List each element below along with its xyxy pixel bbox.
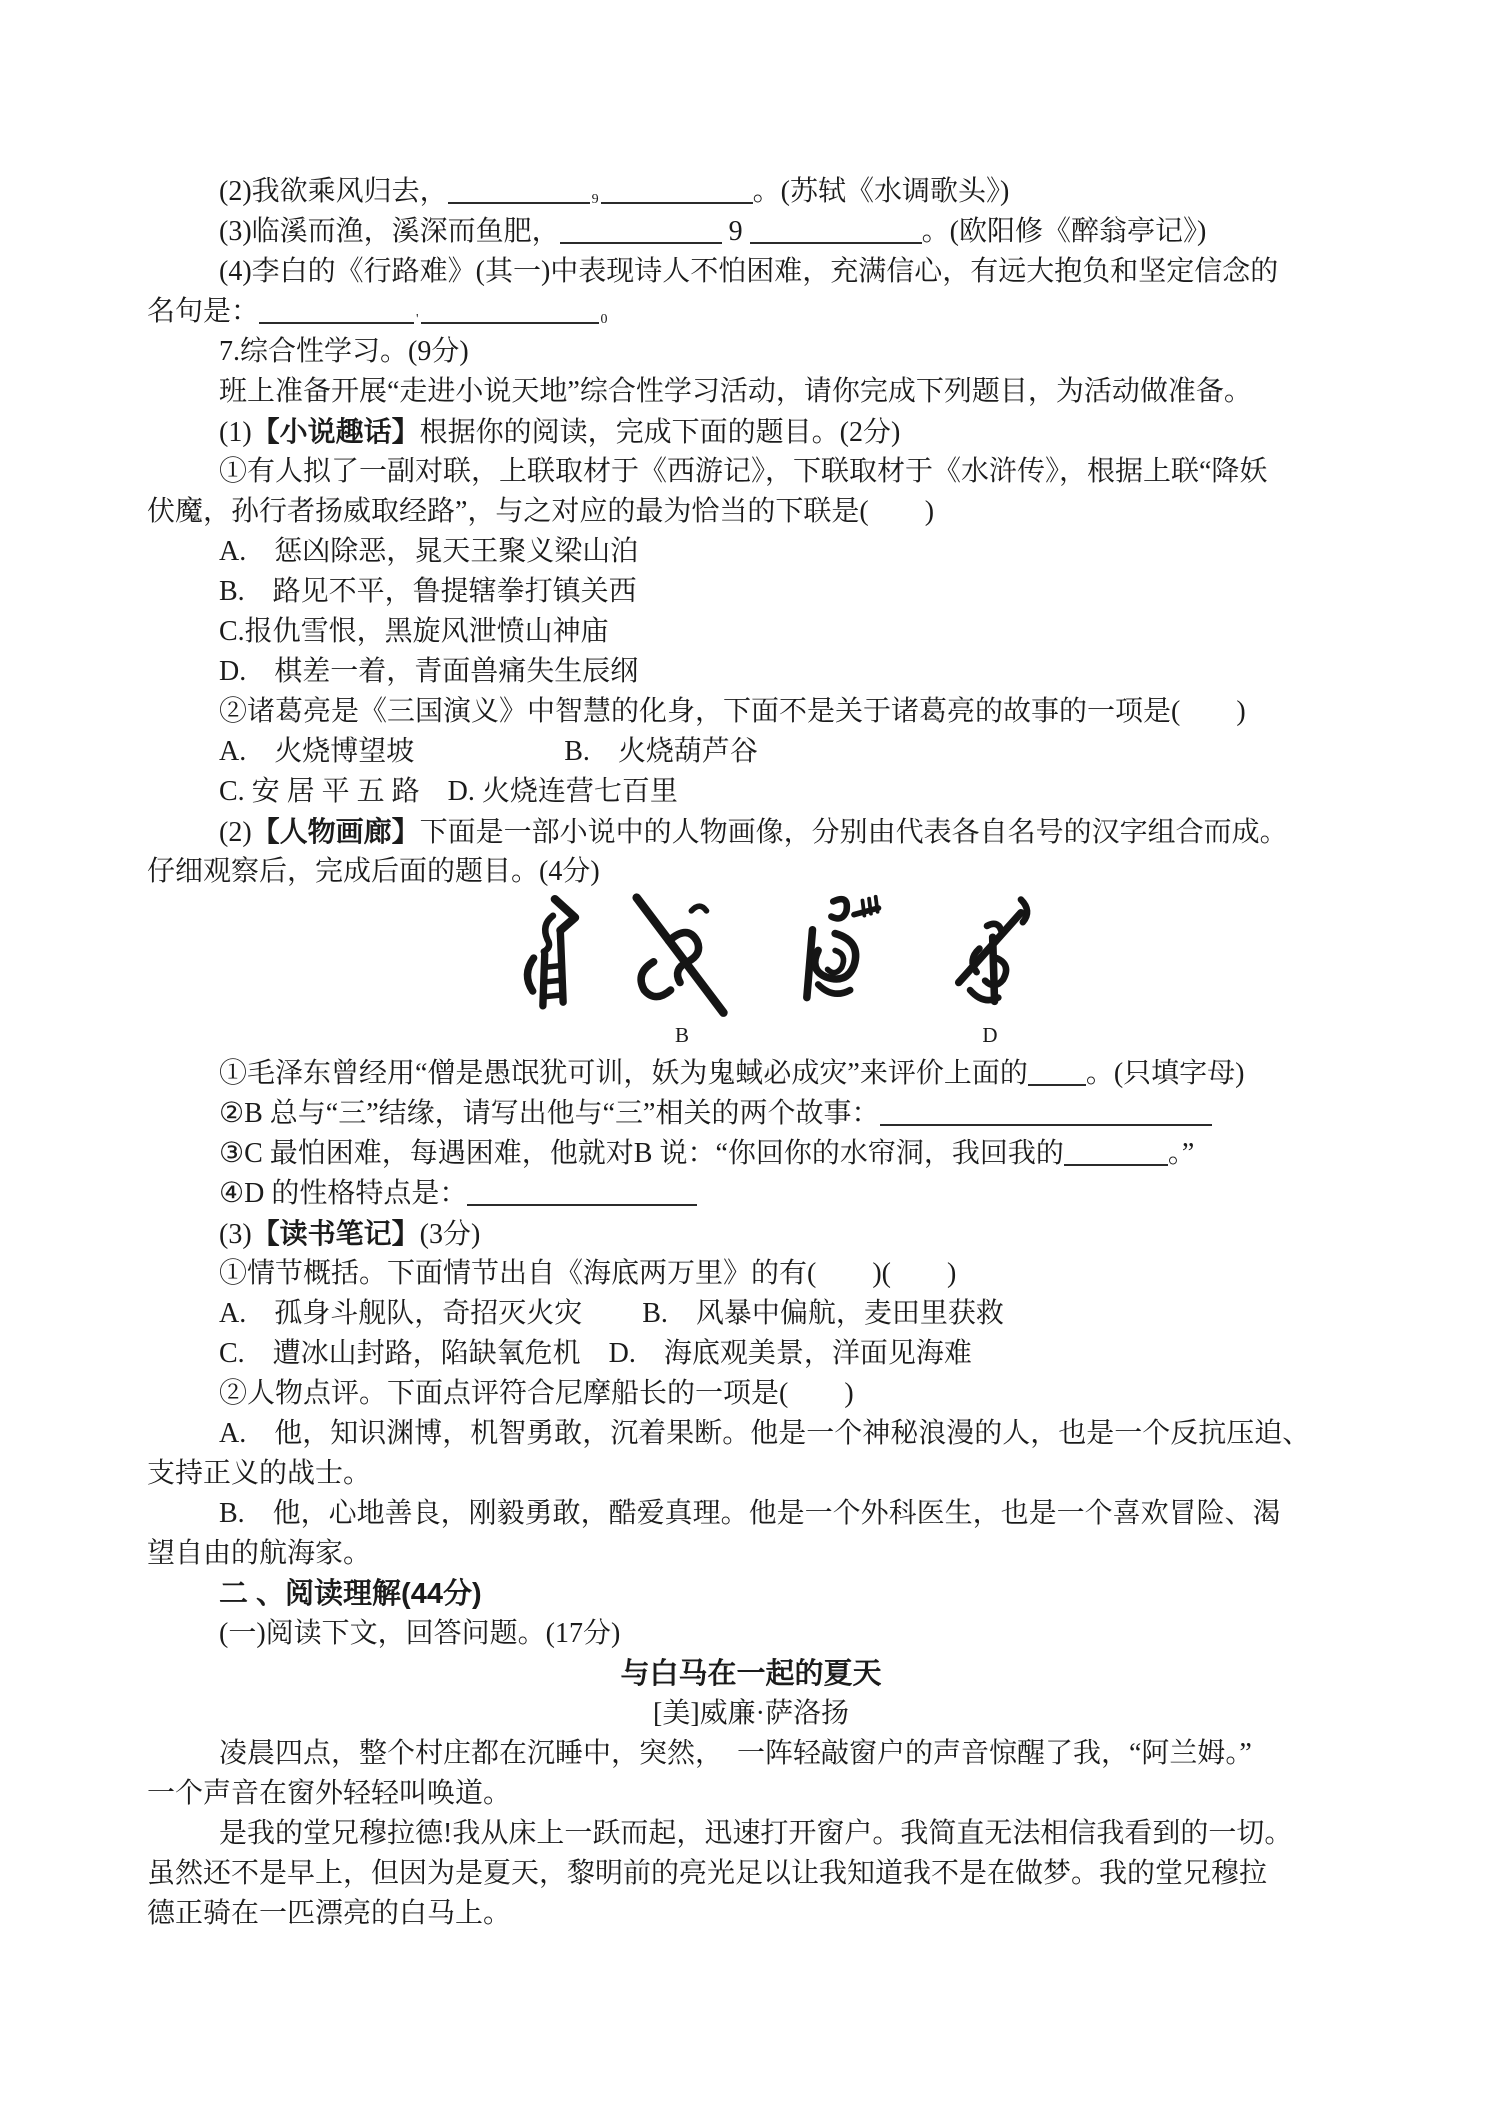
part-2-heading-line-1 bbox=[147, 812, 1355, 852]
text-segment: C. 安 居 平 五 路 D. 火烧连营七百里 bbox=[219, 776, 678, 807]
text-segment: B. 路见不平，鲁提辖拳打镇关西 bbox=[219, 576, 637, 607]
fill-in-blank bbox=[448, 174, 590, 204]
couplet-option-c bbox=[147, 612, 1355, 652]
couplet-question-line-2 bbox=[147, 492, 1355, 532]
essay-para-2-line-1 bbox=[147, 1814, 1355, 1854]
bold-bracket-label: 【读书笔记】 bbox=[251, 1218, 420, 1249]
fill-in-blank bbox=[1028, 1056, 1086, 1086]
text-segment: B. 他，心地善良，刚毅勇敢，酷爱真理。他是一个外科医生，也是一个喜欢冒险、渴 bbox=[219, 1498, 1281, 1529]
fill-in-blank bbox=[421, 294, 599, 324]
text-segment: 7.综合性学习。(9分) bbox=[219, 336, 469, 367]
lines-top bbox=[147, 172, 1355, 892]
couplet-option-b bbox=[147, 572, 1355, 612]
text-segment: C.报仇雪恨，黑旋风泄愤山神庙 bbox=[219, 616, 609, 647]
text-segment: 下面是一部小说中的人物画像，分别由代表各自名号的汉字组合而成。 bbox=[419, 817, 1288, 848]
text-segment: (一)阅读下文，回答问题。(17分) bbox=[219, 1618, 621, 1649]
essay-author bbox=[147, 1694, 1355, 1734]
portrait-figure-4 bbox=[939, 892, 1035, 1024]
text-segment: (2)我欲乘风归去， bbox=[219, 176, 448, 207]
essay-para-2-line-2 bbox=[147, 1854, 1355, 1894]
document-content bbox=[147, 172, 1355, 1934]
zhugeliang-question bbox=[147, 692, 1355, 732]
text-segment: (1) bbox=[219, 417, 252, 448]
portrait-figure-1 bbox=[507, 892, 599, 1024]
text-segment: 德正骑在一匹漂亮的白马上。 bbox=[147, 1898, 512, 1929]
captain-option-b-line-1 bbox=[147, 1494, 1355, 1534]
portrait-figure-2 bbox=[625, 892, 737, 1024]
text-segment: 虽然还不是早上，但因为是夏天，黎明前的亮光足以让我知道我不是在做梦。我的堂兄穆拉 bbox=[147, 1858, 1268, 1889]
text-segment: A. 惩凶除恶，晁天王聚义梁山泊 bbox=[219, 536, 639, 567]
blank-line-xingluan-2 bbox=[147, 292, 1355, 332]
plot-options-cd bbox=[147, 1334, 1355, 1374]
fill-in-blank bbox=[467, 1176, 697, 1206]
reading-1-heading bbox=[147, 1614, 1355, 1654]
text-segment: 。(欧阳修《醉翁亭记》) bbox=[921, 216, 1207, 247]
text-segment: 望自由的航海家。 bbox=[147, 1538, 372, 1569]
text-segment: ②人物点评。下面点评符合尼摩船长的一项是( ) bbox=[219, 1378, 854, 1409]
blank-line-xingluan-1 bbox=[147, 252, 1355, 292]
activity-intro bbox=[147, 372, 1355, 412]
text-segment: 。(苏轼《水调歌头》) bbox=[752, 176, 1010, 207]
captain-option-b-line-2 bbox=[147, 1534, 1355, 1574]
text-segment: ②B 总与“三”结缘，请写出他与“三”相关的两个故事： bbox=[219, 1098, 880, 1129]
text-segment: ①情节概括。下面情节出自《海底两万里》的有( )( ) bbox=[219, 1258, 957, 1289]
text-segment: 一个声音在窗外轻轻叫唤道。 bbox=[147, 1778, 512, 1809]
zhugeliang-options-cd bbox=[147, 772, 1355, 812]
text-segment: 支持正义的战士。 bbox=[147, 1458, 372, 1489]
fill-in-blank bbox=[1064, 1136, 1168, 1166]
blank-line-zuiwengtingji bbox=[147, 212, 1355, 252]
text-segment: A. 孤身斗舰队，奇招灭火灾 bbox=[219, 1298, 583, 1329]
text-segment: (4)李白的《行路难》(其一)中表现诗人不怕困难，充满信心，有远大抱负和坚定信念的 bbox=[219, 256, 1279, 287]
text-segment: A. 他，知识渊博，机智勇敢，沉着果断。他是一个神秘浪漫的人，也是一个反抗压迫、 bbox=[219, 1418, 1311, 1449]
part-1-heading bbox=[147, 412, 1355, 452]
couplet-option-a bbox=[147, 532, 1355, 572]
text-segment: 仔细观察后，完成后面的题目。(4分) bbox=[147, 856, 600, 887]
section-2-heading bbox=[147, 1574, 1355, 1614]
bold-bracket-label: 【小说趣话】 bbox=[251, 416, 420, 447]
essay-title bbox=[147, 1654, 1355, 1694]
zhugeliang-options-ab bbox=[147, 732, 1355, 772]
text-segment: [美]威廉·萨洛扬 bbox=[653, 1698, 849, 1729]
portrait-q4 bbox=[147, 1174, 1355, 1214]
bold-bracket-label: 【人物画廊】 bbox=[251, 816, 420, 847]
plot-question bbox=[147, 1254, 1355, 1294]
captain-option-a-line-1 bbox=[147, 1414, 1355, 1454]
tiny-mark: 9 bbox=[591, 192, 599, 207]
part-2-heading-line-2 bbox=[147, 852, 1355, 892]
text-segment: 名句是： bbox=[147, 296, 260, 327]
text-segment: 9 bbox=[721, 216, 750, 247]
portrait-q3 bbox=[147, 1134, 1355, 1174]
portrait-label-d: D bbox=[982, 1023, 998, 1047]
text-segment: ②诸葛亮是《三国演义》中智慧的化身，下面不是关于诸葛亮的故事的一项是( ) bbox=[219, 696, 1246, 727]
fill-in-blank bbox=[880, 1096, 1212, 1126]
text-segment: ①毛泽东曾经用“僧是愚氓犹可训，妖为鬼蜮必成灾”来评价上面的 bbox=[219, 1058, 1028, 1089]
text-segment: 二 、阅读理解(44分) bbox=[219, 1578, 482, 1610]
text-segment: C. 遭冰山封路，陷缺氧危机 D. 海底观美景，洋面见海难 bbox=[219, 1338, 972, 1369]
text-segment: ④D 的性格特点是： bbox=[219, 1178, 468, 1209]
essay-para-1-line-2 bbox=[147, 1774, 1355, 1814]
text-segment: B. 风暴中偏航，麦田里获救 bbox=[642, 1298, 1004, 1329]
text-segment: 与白马在一起的夏天 bbox=[620, 1658, 882, 1690]
text-segment: 。(只填字母) bbox=[1085, 1058, 1245, 1089]
text-segment: ①有人拟了一副对联，上联取材于《西游记》，下联取材于《水浒传》，根据上联“降妖 bbox=[219, 456, 1268, 487]
lines-bottom bbox=[147, 1054, 1355, 1934]
plot-options-ab bbox=[147, 1294, 1355, 1334]
portrait-figure-3 bbox=[787, 892, 887, 1024]
text-segment: (3) bbox=[219, 1219, 252, 1250]
tiny-mark: 0 bbox=[600, 312, 608, 327]
fill-in-blank bbox=[750, 214, 922, 244]
captain-option-a-line-2 bbox=[147, 1454, 1355, 1494]
fill-in-blank bbox=[560, 214, 722, 244]
text-segment: 根据你的阅读，完成下面的题目。(2分) bbox=[419, 417, 901, 448]
couplet-question-line-1 bbox=[147, 452, 1355, 492]
portrait-q2 bbox=[147, 1094, 1355, 1134]
part-3-heading bbox=[147, 1214, 1355, 1254]
text-segment: 伏魔，孙行者扬威取经路”，与之对应的最为恰当的下联是( ) bbox=[147, 496, 935, 527]
blank-line-shuidiaogetou bbox=[147, 172, 1355, 212]
text-segment: (2) bbox=[219, 817, 252, 848]
text-segment: (3分) bbox=[419, 1219, 481, 1250]
essay-para-2-line-3 bbox=[147, 1894, 1355, 1934]
text-segment: 是我的堂兄穆拉德!我从床上一跃而起，迅速打开窗户。我简直无法相信我看到的一切。 bbox=[219, 1818, 1293, 1849]
text-segment: ③C 最怕困难，每遇困难，他就对B 说：“你回你的水帘洞，我回我的 bbox=[219, 1138, 1064, 1169]
essay-para-1-line-1 bbox=[147, 1734, 1355, 1774]
portrait-label-b: B bbox=[674, 1023, 689, 1047]
text-segment: (3)临溪而渔，溪深而鱼肥， bbox=[219, 216, 560, 247]
fill-in-blank bbox=[259, 294, 414, 324]
text-segment: B. 火烧葫芦谷 bbox=[564, 736, 758, 767]
text-segment: A. 火烧博望坡 bbox=[219, 736, 415, 767]
tiny-mark: ' bbox=[416, 312, 419, 327]
text-segment: D. 棋差一着，青面兽痛失生辰纲 bbox=[219, 656, 639, 687]
text-segment: 凌晨四点，整个村庄都在沉睡中，突然， 一阵轻敲窗户的声音惊醒了我，“阿兰姆。” bbox=[219, 1738, 1252, 1769]
portrait-q1 bbox=[147, 1054, 1355, 1094]
captain-question bbox=[147, 1374, 1355, 1414]
text-segment: 。” bbox=[1167, 1138, 1195, 1169]
character-portraits-figure bbox=[147, 892, 1355, 1054]
fill-in-blank bbox=[601, 174, 753, 204]
couplet-option-d bbox=[147, 652, 1355, 692]
text-segment: 班上准备开展“走进小说天地”综合性学习活动，请你完成下列题目，为活动做准备。 bbox=[219, 376, 1252, 407]
question-7-heading bbox=[147, 332, 1355, 372]
